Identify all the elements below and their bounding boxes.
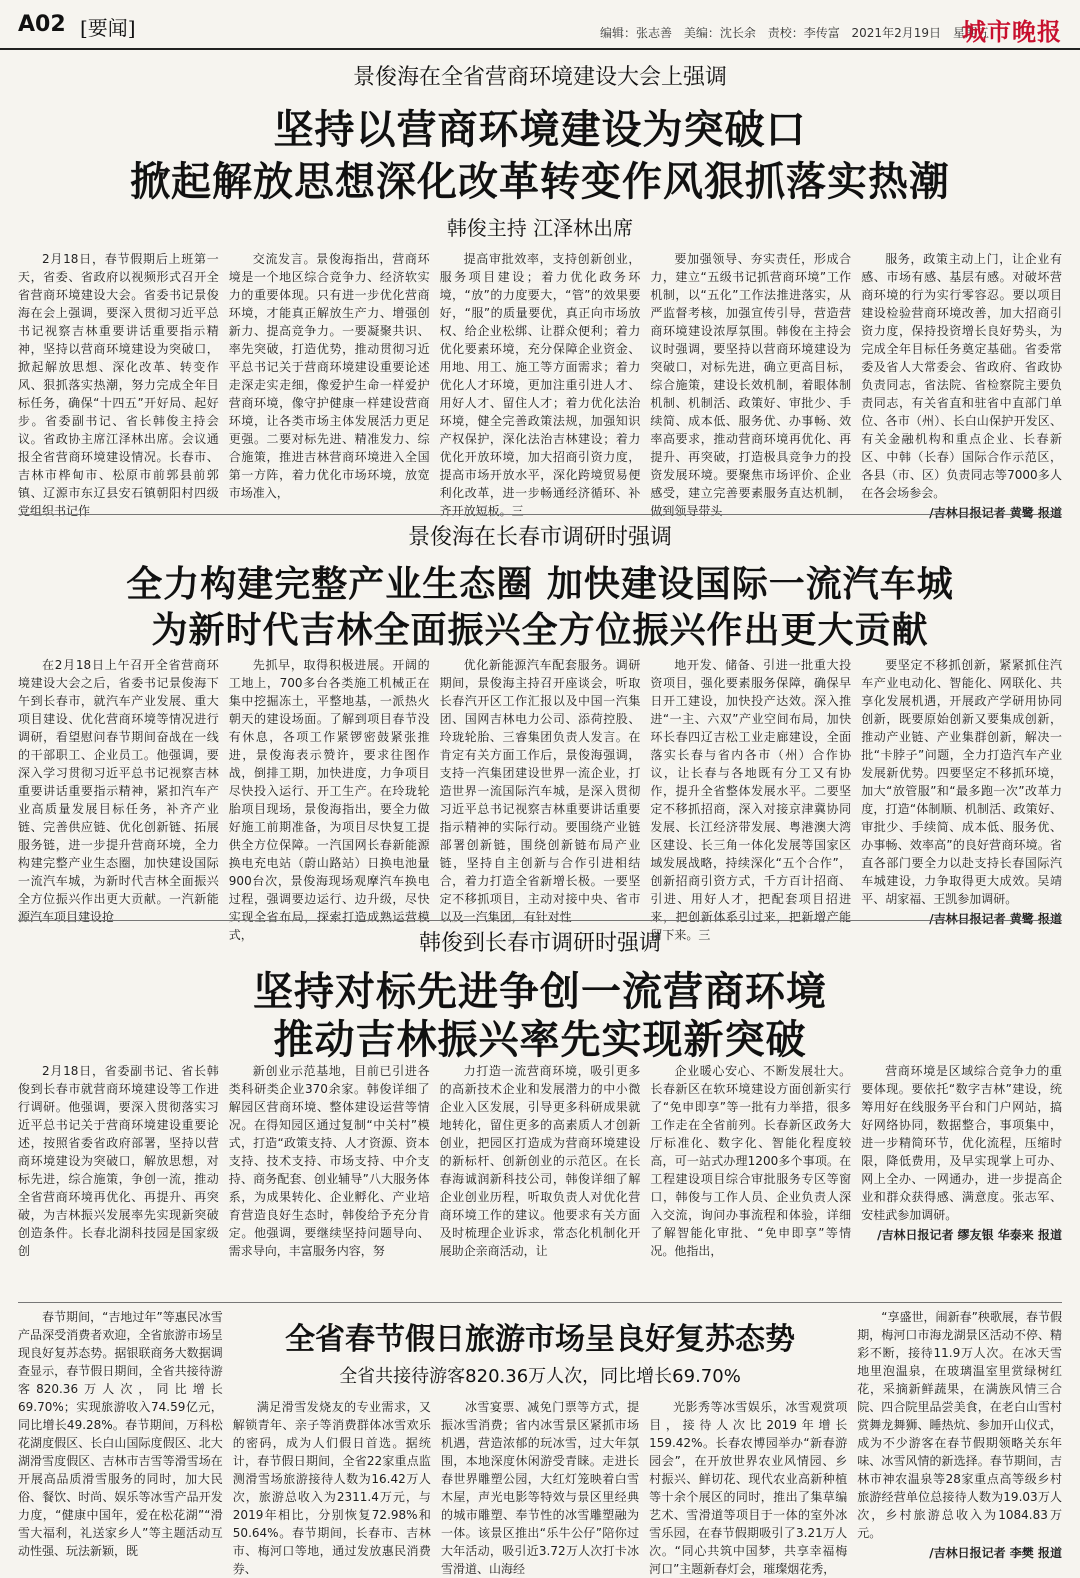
article3-kicker: 韩俊到长春市调研时强调 (418, 931, 661, 956)
page-number: A02 (18, 12, 66, 37)
article4-column: 光影秀等冰雪娱乐，冰雪观赏项目，接待人次比2019年增长159.42%。长春农博园举办“新春游园会”，在开放世界农业风情园、乡村振兴、鲜切花、现代农业高新种植等十余个展区的同时，推出了集草编艺术、雪滑道等项目于一体的室外冰雪乐园，在春节假期吸引了3.21万人次。“同心共筑中国梦，共享幸福梅河口”主题新春灯会，璀璨烟花秀， (649, 1400, 848, 1576)
divider (18, 920, 1062, 921)
article1-column: 交流发言。景俊海指出，营商环境是一个地区综合竞争力、经济软实力的重要体现。只有进一步优化营商环境，才能真正解放生产力、增强创新力、提高竞争力。一要凝聚共识、率先突破，打造优势，推动贯彻习近平总书记关于营商环境建设重要论述走深走实走细，像爱护生命一样爱护营商环境，像守护健康一样建设营商环境，让各类市场主体发展活力更足更强。二要对标先进、精准发力、综合施策，推进吉林营商环境进入全国第一方阵，着力优化市场环境，放宽市场准入， (228, 252, 430, 500)
divider (18, 1302, 1062, 1303)
article4-center (232, 1308, 848, 1576)
article1-kicker: 景俊海在全省营商环境建设大会上强调 (352, 65, 727, 90)
article3-title-line2: 推动吉林振兴率先实现新突破 (273, 1017, 807, 1063)
article2-column: 优化新能源汽车配套服务。调研期间，景俊海主持召开座谈会，听取长春汽开区工作汇报以及中国一汽集团、国网吉林电力公司、添荷控股、玲珑轮胎、三睿集团负责人发言。在肯定有关方面工作后，景俊海强调，支持一汽集团建设世界一流企业，打造世界一流国际汽车城，是深入贯彻习近平总书记视察吉林重要讲话重要指示精神的实际行动。要围绕产业链部署创新链，围绕创新链布局产业链，坚持自主创新与合作引进相结合，着力打造全省新增长极。一要坚定不移抓项目，主动对接中央、省市以及一汽集团，有针对性 (439, 658, 641, 924)
article1-column: 2月18日，春节假期后上班第一天，省委、省政府以视频形式召开全省营商环境建设大会。省委书记景俊海在会上强调，要深入贯彻习近平总书记视察吉林重要讲话重要指示精神，坚持以营商环境建设为突破口，掀起解放思想、深化改革、转变作风、狠抓落实热潮，努力完成全年目标任务，确保“十四五”开好局、起好步。省委副书记、省长韩俊主持会议。省政协主席江泽林出席。会议通报全省营商环境建设情况。长春市、吉林市桦甸市、松原市前郭县前郭镇、辽源市东辽县安石镇朝阳村四级党组织书记作 (18, 252, 219, 518)
article3-column: 2月18日，省委副书记、省长韩俊到长春市就营商环境建设等工作进行调研。他强调，要深入贯彻落实习近平总书记关于营商环境建设重要论述，按照省委省政府部署，坚持以营商环境建设为突破口，解放思想，对标先进，综合施策，争创一流，推动全省营商环境再优化、再提升、再突破，为吉林振兴发展率先实现新突破创造条件。长春北湖科技园是国家级创 (18, 1064, 219, 1258)
article2-column: 在2月18日上午召开全省营商环境建设大会之后，省委书记景俊海下午到长春市，就汽车产业发展、重大项目建设、优化营商环境等情况进行调研，看望慰问春节期间奋战在一线的干部职工、企业员工。他强调，要深入学习贯彻习近平总书记视察吉林重要讲话重要指示精神，紧扣汽车产业高质量发展目标任务，补齐产业链、完善供应链、优化创新链、拓展服务链，进一步提升营商环境，全力构建完整产业生态圈，加快建设国际一流汽车城，为新时代吉林全面振兴全方位振兴作出更大贡献。一汽新能源汽车项目建设抢 (18, 658, 219, 924)
article3-column: 企业暖心安心、不断发展壮大。长春新区在软环境建设方面创新实行了“免申即享”等一批有力举措，很多工作走在全省前列。长春新区政务大厅标准化、数字化、智能化程度较高，可一站式办理1200多个事项。在工程建设项目综合审批服务专区等窗口，韩俊与工作人员、企业负责人深入交流，询问办事流程和体验，详细了解智能化审批、“免申即享”等情况。他指出， (650, 1064, 852, 1258)
article3-column: 力打造一流营商环境，吸引更多的高新技术企业和发展潜力的中小微企业入区发展，引导更多科研成果就地转化，留住更多的高素质人才创新创业，把园区打造成为营商环境建设的新标杆、创新创业的示范区。在长春海诚润新科技公司，韩俊详细了解企业创业历程，听取负责人对优化营商环境工作的建议。他要求有关方面及时梳理企业诉求，常态化机制化开展助企亲商活动，让 (439, 1064, 641, 1258)
article2-body (18, 656, 1062, 942)
article3-byline: /吉林日报记者 缪友银 华泰来 报道 (877, 1228, 1062, 1242)
article2-column: 地开发、储备、引进一批重大投资项目，强化要素服务保障，确保早日开工建设，加快投产达效。深入推进“一主、六双”产业空间布局，加快环长春四辽吉松工业走廊建设，全面落实长春与省内各市（州）合作协议，让长春与各地既有分工又有协作，提升全省整体发展水平。二要坚定不移抓招商，深入对接京津冀协同发展、长江经济带发展、粤港澳大湾区建设、长三角一体化发展等国家区域发展战略，持续深化“五个合作”，创新招商引资方式，千方百计招商、引进、用好人才，把配套项目招进来，把创新体系引过来，把新增产能留下来。三 (650, 658, 852, 942)
article1-column: 服务，政策主动上门，让企业有感、市场有感、基层有感。对破坏营商环境的行为实行零容忍。要以项目建设检验营商环境改善，加大招商引资力度，保持投资增长良好势头，为完成全年目标任务奠定基础。省委常委及省人大常委会、省政府、省政协负责同志，省法院、省检察院主要负责同志，有关省直和驻省中直部门单位、各市（州）、长白山保护开发区、有关金融机构和重点企业、长春新区、中韩（长春）国际合作示范区，各县（市、区）负责同志等7000多人在各会场参会。 /吉林日报记者 黄鹭 报道 (861, 252, 1062, 520)
article2-title-line1: 全力构建完整产业生态圈 加快建设国际一流汽车城 (126, 564, 954, 605)
article4-right-column: “享盛世，闹新春”秧歌展，春节假期，梅河口市海龙湖景区活动不停、精彩不断，接待11.9万人次。在冰天雪地里泡温泉，在玻璃温室里赏绿树红花，采摘新鲜蔬果，在满族风情三合院、四合院里品尝美食，在老白山雪村赏舞龙舞狮、睡热炕、参加开山仪式，成为不少游客在春节假期领略关东年味、冰雪风情的新选择。春节期间，吉林市神农温泉等28家重点高等级乡村旅游经营单位总接待人数为19.03万人次，乡村旅游总收入为1084.83万元。 /吉林日报记者 李樊 报道 (857, 1310, 1062, 1560)
article3-column: 新创业示范基地，目前已引进各类科研类企业370余家。韩俊详细了解园区营商环境、整体建设运营等情况。在得知园区通过复制“中关村”模式，打造“政策支持、人才资源、资本支持、技术支持、市场支持、中介支持、商务配套、创业辅导”八大服务体系，为成果转化、企业孵化、产业培育营造良好生态时，韩俊给予充分肯定。他强调，要继续坚持问题导向、需求导向，丰富服务内容，努 (228, 1064, 430, 1258)
article1-title-line2: 掀起解放思想深化改革转变作风狠抓落实热潮 (130, 159, 950, 205)
proofreader-credit: 责校：李传富 (767, 26, 840, 40)
article2-column: 要坚定不移抓创新，紧紧抓住汽车产业电动化、智能化、网联化、共享化发展机遇，开展政产学研用协同创新，既要原始创新又要集成创新，推动产业链、产业集群创新，解决一批“卡脖子”问题，全力打造汽车产业发展新优势。四要坚定不移抓环境，加大“放管服”和“最多跑一次”改革力度，打造“体制顺、机制活、政策好、审批少、手续简、成本低、服务优、办事畅、效率高”的良好营商环境。省直各部门要全力以赴支持长春国际汽车城建设，力争取得更大成效。吴靖平、胡家福、王凯参加调研。 /吉林日报记者 黄鹭 报道 (861, 658, 1062, 926)
article4-byline: /吉林日报记者 李樊 报道 (929, 1546, 1062, 1560)
article3-title-line1: 坚持对标先进争创一流营商环境 (253, 969, 827, 1015)
section-label: [要闻] (80, 16, 136, 40)
issue-date: 2021年2月19日 星期五 (851, 26, 989, 40)
article1-body (18, 250, 1062, 520)
article2-column: 先抓早，取得积极进展。开阔的工地上，700多台各类施工机械正在集中挖掘冻土，平整地基，一派热火朝天的建设场面。了解到项目春节没有休息，各项工作紧锣密鼓紧张推进，景俊海表示赞许，要求往图作战，倒排工期，加快进度，力争项目尽快投入运行、开工生产。在玲珑轮胎项目现场，景俊海指出，要全力做好施工前期准备，为项目尽快复工提供全方位保障。一汽国网长春新能源换电充电站（蔚山路站）日换电池量900台次，景俊海现场观摩汽车换电过程，强调要边运行、边升级，尽快实现全省布局，探索打造成熟运营模式， (228, 658, 430, 942)
article1-byline: /吉林日报记者 黄鹭 报道 (929, 506, 1062, 520)
article4-subtitle: 全省共接待游客820.36万人次，同比增长69.70% (339, 1366, 741, 1387)
masthead (0, 0, 1080, 50)
article1-column: 要加强领导、夯实责任，形成合力，建立“五级书记抓营商环境”工作机制，以“五化”工作法推进落实，从严监督考核，加强宣传引导，营造营商环境建设浓厚氛围。韩俊在主持会议时强调，要坚持以营商环境建设为突破口，对标先进，确立更高目标，综合施策，建设长效机制，着眼体制机制、机制活、政策好、审批少、手续简、成本低、服务优、办事畅、效率高要求，推动营商环境再优化、再提升、再突破，打造极具竞争力的投资发展环境。要聚焦市场评价、企业感受，建立完善要素服务直达机制，做到领导带头 (650, 252, 852, 518)
newspaper-logo: 城市晚报 (962, 17, 1062, 46)
article3-column: 营商环境是区域综合竞争力的重要体现。要依托“数字吉林”建设，统筹用好在线服务平台和门户网站，搞好网络协同，数据整合，事项集中，进一步精简环节，优化流程，压缩时限，降低费用，及早实现掌上可办、网上全办、一网通办，进一步提高企业和群众获得感、满意度。张志军、安桂武参加调研。 /吉林日报记者 缪友银 华泰来 报道 (861, 1064, 1062, 1242)
article4-title: 全省春节假日旅游市场呈良好复苏态势 (285, 1322, 795, 1357)
article1-title-line1: 坚持以营商环境建设为突破口 (273, 107, 807, 153)
article4-column: 满足滑雪发烧友的专业需求，又解锁青年、亲子等消费群体冰雪欢乐的密码，成为人们假日首选。据统计，春节假日期间，全省22家重点监测滑雪场旅游接待人数为16.42万人次，旅游总收入为2311.4万元，与2019年相比，分别恢复72.98%和50.64%。春节期间，长春市、吉林市、梅河口等地，通过发放惠民消费券、 (232, 1400, 431, 1576)
article4-column: 冰雪宴票、减免门票等方式，提振冰雪消费；省内冰雪景区紧抓市场机遇，营造浓郁的玩冰雪，过大年氛围，本地深度休闲游受青睐。走进长春世界雕塑公园，大红灯笼映着白雪木屋，声光电影等特效与景区里经典的城市雕塑、奉节性的冰雪雕塑融为一体。该景区推出“乐牛公仔”陪你过大年活动，吸引近3.72万人次打卡冰雪滑道、山海经 (440, 1400, 640, 1576)
article2-byline: /吉林日报记者 黄鹭 报道 (929, 912, 1062, 926)
article4-body (232, 1398, 848, 1576)
article2-title-line2: 为新时代吉林全面振兴全方位振兴作出更大贡献 (151, 610, 929, 651)
article1-subtitle: 韩俊主持 江泽林出席 (446, 216, 634, 240)
article1-column: 提高审批效率，支持创新创业，服务项目建设；着力优化政务环境，“放”的力度要大，“管”的效果要好，“服”的质量要优，真正向市场放权、给企业松绑、让群众便利；着力优化要素环境，充分保障企业资金、用地、用工、施工等方面需求；着力优化人才环境，更加注重引进人才、用好人才、留住人才；着力优化法治环境，健全完善政策法规，加强知识产权保护，深化法治吉林建设；着力优化开放环境，加大招商引资力度，提高市场开放水平，深化跨境贸易便利化改革，进一步畅通经济循环、补齐开放短板。三 (439, 252, 641, 518)
article3-body (18, 1062, 1062, 1298)
designer-credit: 美编：沈长余 (683, 26, 756, 40)
editor-credit: 编辑：张志善 (600, 26, 673, 40)
divider (18, 514, 1062, 515)
article4-area (18, 1308, 1062, 1576)
masthead-meta (600, 24, 997, 41)
article2-kicker: 景俊海在长春市调研时强调 (407, 525, 672, 550)
article4-left-column: 春节期间，“吉地过年”等惠民冰雪产品深受消费者欢迎，全省旅游市场呈现良好复苏态势。据银联商务大数据调查显示，春节假日期间，全省共接待游客820.36万人次，同比增长69.70%；实现旅游收入74.59亿元，同比增长49.28%。春节期间，万科松花湖度假区、长白山国际度假区、北大湖滑雪度假区、吉林市吉雪等滑雪场在开展高品质滑雪服务的同时，加大民俗、餐饮、时尚、娱乐等冰雪产品开发力度，“健康中国年，爱在松花湖”“滑雪大福利，礼送家乡人”等主题活动互动性强、玩法新颖，既 (18, 1310, 223, 1558)
